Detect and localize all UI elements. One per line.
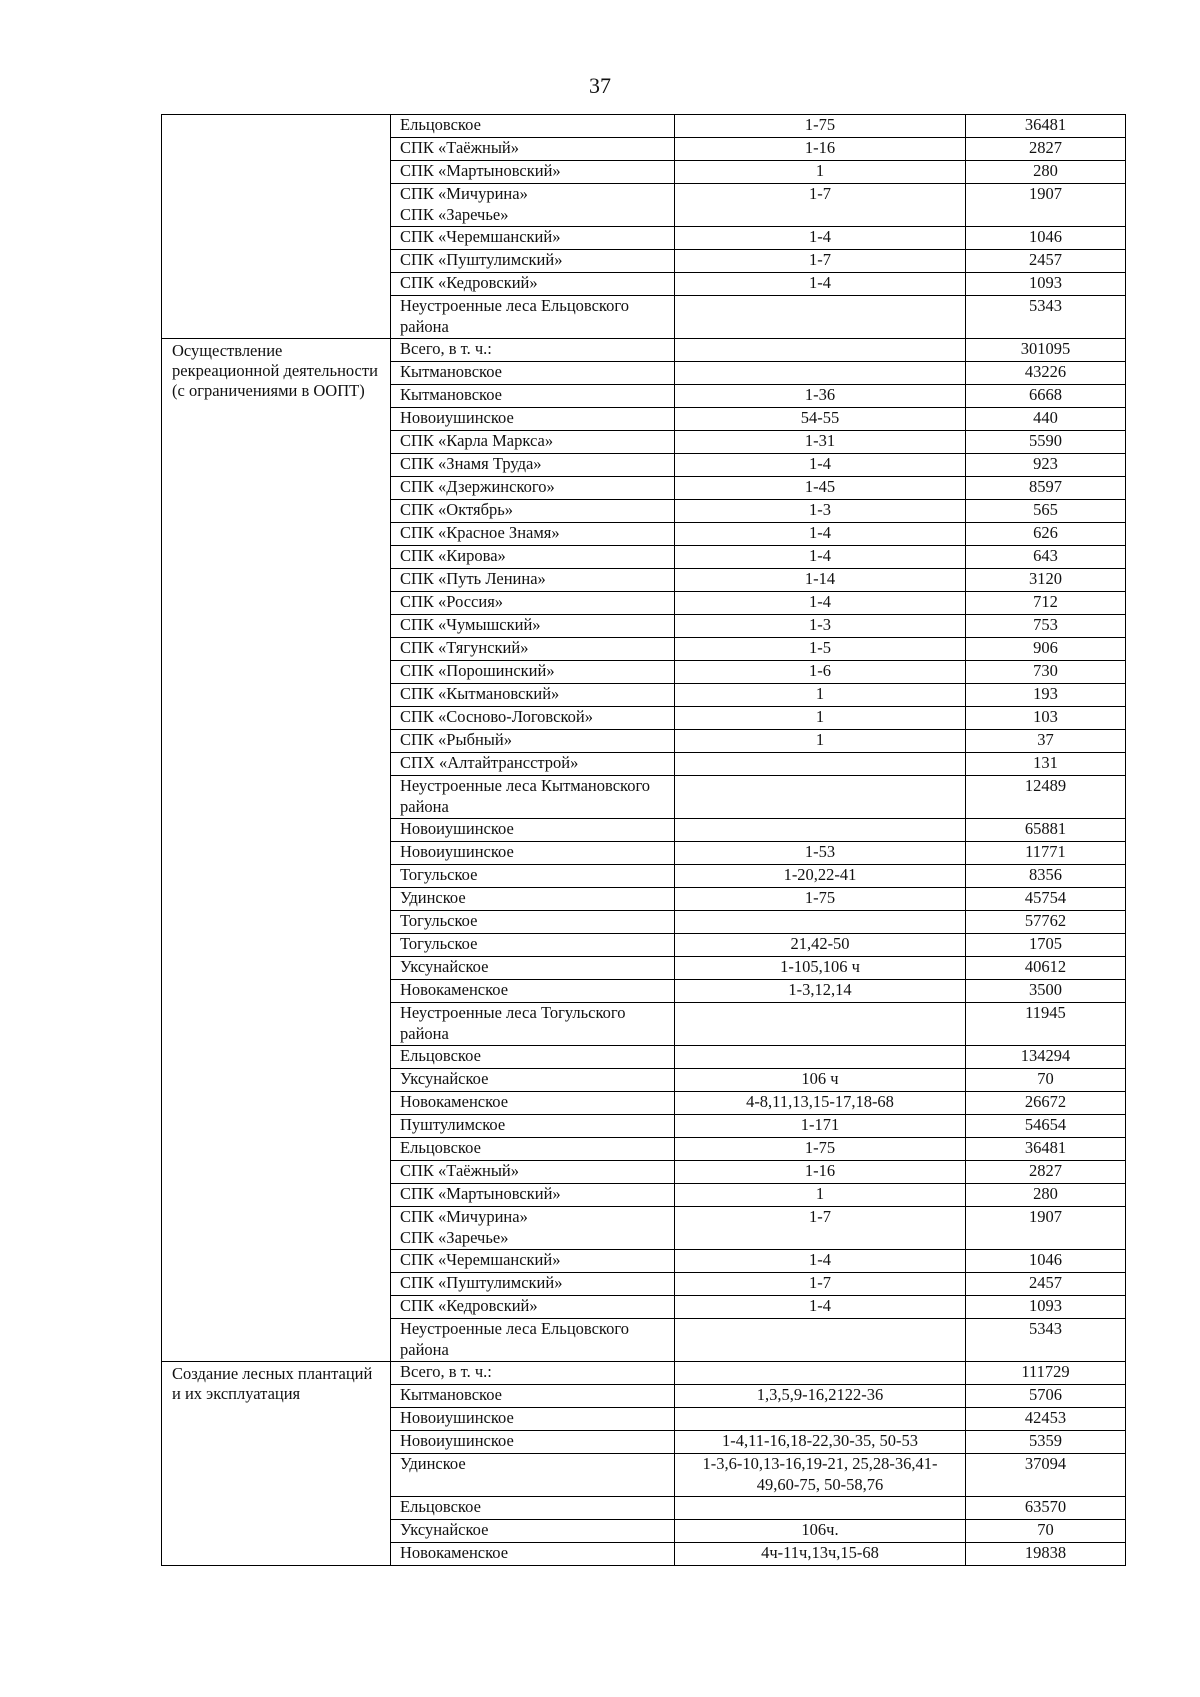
quarter-range-cell: 1-7 bbox=[675, 1207, 966, 1250]
area-value-cell: 70 bbox=[966, 1069, 1126, 1092]
area-value-cell: 12489 bbox=[966, 776, 1126, 819]
quarter-range-cell: 1-7 bbox=[675, 184, 966, 227]
area-value-cell: 5359 bbox=[966, 1431, 1126, 1454]
forestry-name-cell: Кытмановское bbox=[391, 362, 675, 385]
forestry-name-cell: СПК «Путь Ленина» bbox=[391, 569, 675, 592]
quarter-range-cell bbox=[675, 753, 966, 776]
forestry-name-cell: СПК «Мичурина» СПК «Заречье» bbox=[391, 1207, 675, 1250]
forestry-name-cell: СПК «Кирова» bbox=[391, 546, 675, 569]
quarter-range-cell: 1-31 bbox=[675, 431, 966, 454]
forestry-name-cell: Ельцовское bbox=[391, 1497, 675, 1520]
forestry-name-cell: Удинское bbox=[391, 1454, 675, 1497]
area-value-cell: 131 bbox=[966, 753, 1126, 776]
quarter-range-cell: 1-4 bbox=[675, 273, 966, 296]
forestry-name-cell: Неустроенные леса Кытмановского района bbox=[391, 776, 675, 819]
quarter-range-cell: 1-16 bbox=[675, 1161, 966, 1184]
forestry-name-cell: Ельцовское bbox=[391, 1046, 675, 1069]
area-value-cell: 1705 bbox=[966, 934, 1126, 957]
quarter-range-cell bbox=[675, 296, 966, 339]
forestry-name-cell: Новоиушинское bbox=[391, 408, 675, 431]
area-value-cell: 3500 bbox=[966, 980, 1126, 1003]
quarter-range-cell: 106ч. bbox=[675, 1520, 966, 1543]
area-value-cell: 2457 bbox=[966, 250, 1126, 273]
quarter-range-cell: 1-3 bbox=[675, 615, 966, 638]
area-value-cell: 712 bbox=[966, 592, 1126, 615]
quarter-range-cell: 1-4 bbox=[675, 454, 966, 477]
area-value-cell: 37094 bbox=[966, 1454, 1126, 1497]
forestry-name-cell: Ельцовское bbox=[391, 115, 675, 138]
area-value-cell: 42453 bbox=[966, 1408, 1126, 1431]
forestry-name-cell: СПК «Кедровский» bbox=[391, 273, 675, 296]
quarter-range-cell bbox=[675, 362, 966, 385]
forestry-name-cell: Неустроенные леса Тогульского района bbox=[391, 1003, 675, 1046]
quarter-range-cell: 1-4 bbox=[675, 1250, 966, 1273]
forestry-name-cell: Тогульское bbox=[391, 865, 675, 888]
forestry-name-cell: СПК «Россия» bbox=[391, 592, 675, 615]
forestry-name-cell: Тогульское bbox=[391, 934, 675, 957]
forestry-name-cell: СПК «Черемшанский» bbox=[391, 1250, 675, 1273]
forestry-name-cell: СПК «Октябрь» bbox=[391, 500, 675, 523]
quarter-range-cell: 1-5 bbox=[675, 638, 966, 661]
area-value-cell: 730 bbox=[966, 661, 1126, 684]
area-value-cell: 5343 bbox=[966, 296, 1126, 339]
quarter-range-cell: 1-7 bbox=[675, 1273, 966, 1296]
forestry-name-cell: Уксунайское bbox=[391, 1520, 675, 1543]
forestry-name-cell: Всего, в т. ч.: bbox=[391, 339, 675, 362]
area-value-cell: 3120 bbox=[966, 569, 1126, 592]
forestry-name-cell: Новокаменское bbox=[391, 1543, 675, 1566]
page-number: 37 bbox=[589, 73, 611, 98]
quarter-range-cell bbox=[675, 776, 966, 819]
quarter-range-cell: 1-4 bbox=[675, 1296, 966, 1319]
forestry-name-cell: Новоиушинское bbox=[391, 842, 675, 865]
forestry-name-cell: СПК «Мичурина» СПК «Заречье» bbox=[391, 184, 675, 227]
forestry-name-cell: Пуштулимское bbox=[391, 1115, 675, 1138]
quarter-range-cell: 1 bbox=[675, 707, 966, 730]
quarter-range-cell: 1-45 bbox=[675, 477, 966, 500]
area-value-cell: 753 bbox=[966, 615, 1126, 638]
area-value-cell: 5343 bbox=[966, 1319, 1126, 1362]
area-value-cell: 40612 bbox=[966, 957, 1126, 980]
forestry-name-cell: Новоиушинское bbox=[391, 819, 675, 842]
quarter-range-cell: 4ч-11ч,13ч,15-68 bbox=[675, 1543, 966, 1566]
forestry-name-cell: СПК «Мартыновский» bbox=[391, 161, 675, 184]
forestry-name-cell: СПК «Чумышский» bbox=[391, 615, 675, 638]
forest-area-table bbox=[161, 114, 1126, 1566]
forestry-name-cell: СПК «Карла Маркса» bbox=[391, 431, 675, 454]
area-value-cell: 6668 bbox=[966, 385, 1126, 408]
area-value-cell: 626 bbox=[966, 523, 1126, 546]
forestry-name-cell: Кытмановское bbox=[391, 1385, 675, 1408]
forestry-name-cell: СПК «Тягунский» bbox=[391, 638, 675, 661]
quarter-range-cell: 1-7 bbox=[675, 250, 966, 273]
quarter-range-cell: 1-75 bbox=[675, 1138, 966, 1161]
area-value-cell: 280 bbox=[966, 161, 1126, 184]
forestry-name-cell: СПК «Кытмановский» bbox=[391, 684, 675, 707]
area-value-cell: 5706 bbox=[966, 1385, 1126, 1408]
area-value-cell: 2457 bbox=[966, 1273, 1126, 1296]
purpose-cell bbox=[162, 115, 391, 339]
quarter-range-cell bbox=[675, 911, 966, 934]
quarter-range-cell: 1-4 bbox=[675, 523, 966, 546]
forestry-name-cell: СПК «Порошинский» bbox=[391, 661, 675, 684]
area-value-cell: 111729 bbox=[966, 1362, 1126, 1385]
area-value-cell: 906 bbox=[966, 638, 1126, 661]
forestry-name-cell: СПК «Пуштулимский» bbox=[391, 1273, 675, 1296]
area-value-cell: 1093 bbox=[966, 273, 1126, 296]
area-value-cell: 36481 bbox=[966, 1138, 1126, 1161]
area-value-cell: 134294 bbox=[966, 1046, 1126, 1069]
area-value-cell: 65881 bbox=[966, 819, 1126, 842]
forestry-name-cell: Уксунайское bbox=[391, 957, 675, 980]
forestry-name-cell: Новоиушинское bbox=[391, 1431, 675, 1454]
quarter-range-cell: 1-171 bbox=[675, 1115, 966, 1138]
quarter-range-cell: 1 bbox=[675, 1184, 966, 1207]
quarter-range-cell: 1 bbox=[675, 730, 966, 753]
area-value-cell: 37 bbox=[966, 730, 1126, 753]
area-value-cell: 11771 bbox=[966, 842, 1126, 865]
area-value-cell: 301095 bbox=[966, 339, 1126, 362]
quarter-range-cell: 1-4 bbox=[675, 592, 966, 615]
quarter-range-cell: 1-53 bbox=[675, 842, 966, 865]
area-value-cell: 57762 bbox=[966, 911, 1126, 934]
quarter-range-cell: 1-3,6-10,13-16,19-21, 25,28-36,41-49,60-75, 50-58,76 bbox=[675, 1454, 966, 1497]
area-value-cell: 54654 bbox=[966, 1115, 1126, 1138]
area-value-cell: 1046 bbox=[966, 1250, 1126, 1273]
quarter-range-cell: 1-36 bbox=[675, 385, 966, 408]
quarter-range-cell bbox=[675, 1003, 966, 1046]
area-value-cell: 923 bbox=[966, 454, 1126, 477]
forestry-name-cell: Неустроенные леса Ельцовского района bbox=[391, 1319, 675, 1362]
quarter-range-cell: 4-8,11,13,15-17,18-68 bbox=[675, 1092, 966, 1115]
quarter-range-cell: 1-4 bbox=[675, 227, 966, 250]
forestry-name-cell: СПК «Сосново-Логовской» bbox=[391, 707, 675, 730]
area-value-cell: 193 bbox=[966, 684, 1126, 707]
quarter-range-cell: 1-3,12,14 bbox=[675, 980, 966, 1003]
forestry-name-cell: Новокаменское bbox=[391, 980, 675, 1003]
table-row bbox=[162, 339, 1126, 362]
area-value-cell: 63570 bbox=[966, 1497, 1126, 1520]
forestry-name-cell: Удинское bbox=[391, 888, 675, 911]
area-value-cell: 8356 bbox=[966, 865, 1126, 888]
forestry-name-cell: Ельцовское bbox=[391, 1138, 675, 1161]
table-row bbox=[162, 1362, 1126, 1385]
area-value-cell: 26672 bbox=[966, 1092, 1126, 1115]
area-value-cell: 36481 bbox=[966, 115, 1126, 138]
area-value-cell: 5590 bbox=[966, 431, 1126, 454]
forestry-name-cell: СПК «Кедровский» bbox=[391, 1296, 675, 1319]
area-value-cell: 2827 bbox=[966, 138, 1126, 161]
area-value-cell: 70 bbox=[966, 1520, 1126, 1543]
quarter-range-cell: 1-16 bbox=[675, 138, 966, 161]
quarter-range-cell: 1-75 bbox=[675, 115, 966, 138]
area-value-cell: 280 bbox=[966, 1184, 1126, 1207]
area-value-cell: 1046 bbox=[966, 227, 1126, 250]
quarter-range-cell: 1-3 bbox=[675, 500, 966, 523]
quarter-range-cell: 1-105,106 ч bbox=[675, 957, 966, 980]
area-value-cell: 19838 bbox=[966, 1543, 1126, 1566]
forestry-name-cell: Всего, в т. ч.: bbox=[391, 1362, 675, 1385]
quarter-range-cell: 1-20,22-41 bbox=[675, 865, 966, 888]
forestry-name-cell: СПК «Таёжный» bbox=[391, 1161, 675, 1184]
forestry-name-cell: Уксунайское bbox=[391, 1069, 675, 1092]
forestry-name-cell: Тогульское bbox=[391, 911, 675, 934]
area-value-cell: 1907 bbox=[966, 184, 1126, 227]
forestry-name-cell: СПК «Мартыновский» bbox=[391, 1184, 675, 1207]
quarter-range-cell: 1 bbox=[675, 684, 966, 707]
purpose-cell: Осуществление рекреационной деятельности (с ограничениями в ООПТ) bbox=[162, 339, 391, 1362]
quarter-range-cell: 1-6 bbox=[675, 661, 966, 684]
quarter-range-cell bbox=[675, 1497, 966, 1520]
area-value-cell: 2827 bbox=[966, 1161, 1126, 1184]
forestry-name-cell: Неустроенные леса Ельцовского района bbox=[391, 296, 675, 339]
quarter-range-cell bbox=[675, 1046, 966, 1069]
forestry-name-cell: Новокаменское bbox=[391, 1092, 675, 1115]
quarter-range-cell: 1-4 bbox=[675, 546, 966, 569]
quarter-range-cell: 1-4,11-16,18-22,30-35, 50-53 bbox=[675, 1431, 966, 1454]
forestry-name-cell: СПХ «Алтайтрансстрой» bbox=[391, 753, 675, 776]
quarter-range-cell: 1 bbox=[675, 161, 966, 184]
quarter-range-cell bbox=[675, 1408, 966, 1431]
forestry-name-cell: СПК «Красное Знамя» bbox=[391, 523, 675, 546]
purpose-cell: Создание лесных плантаций и их эксплуатация bbox=[162, 1362, 391, 1566]
quarter-range-cell bbox=[675, 1362, 966, 1385]
quarter-range-cell bbox=[675, 339, 966, 362]
area-value-cell: 1907 bbox=[966, 1207, 1126, 1250]
area-value-cell: 1093 bbox=[966, 1296, 1126, 1319]
quarter-range-cell: 54-55 bbox=[675, 408, 966, 431]
forestry-name-cell: СПК «Рыбный» bbox=[391, 730, 675, 753]
forestry-name-cell: СПК «Черемшанский» bbox=[391, 227, 675, 250]
forestry-name-cell: СПК «Таёжный» bbox=[391, 138, 675, 161]
area-value-cell: 103 bbox=[966, 707, 1126, 730]
area-value-cell: 440 bbox=[966, 408, 1126, 431]
area-value-cell: 11945 bbox=[966, 1003, 1126, 1046]
forestry-name-cell: СПК «Знамя Труда» bbox=[391, 454, 675, 477]
quarter-range-cell: 1-75 bbox=[675, 888, 966, 911]
quarter-range-cell bbox=[675, 819, 966, 842]
quarter-range-cell bbox=[675, 1319, 966, 1362]
area-value-cell: 8597 bbox=[966, 477, 1126, 500]
area-value-cell: 45754 bbox=[966, 888, 1126, 911]
table-row bbox=[162, 115, 1126, 138]
forestry-name-cell: Новоиушинское bbox=[391, 1408, 675, 1431]
forestry-name-cell: СПК «Дзержинского» bbox=[391, 477, 675, 500]
area-value-cell: 565 bbox=[966, 500, 1126, 523]
quarter-range-cell: 21,42-50 bbox=[675, 934, 966, 957]
quarter-range-cell: 106 ч bbox=[675, 1069, 966, 1092]
forestry-name-cell: Кытмановское bbox=[391, 385, 675, 408]
forestry-name-cell: СПК «Пуштулимский» bbox=[391, 250, 675, 273]
quarter-range-cell: 1,3,5,9-16,2122-36 bbox=[675, 1385, 966, 1408]
quarter-range-cell: 1-14 bbox=[675, 569, 966, 592]
area-value-cell: 643 bbox=[966, 546, 1126, 569]
area-value-cell: 43226 bbox=[966, 362, 1126, 385]
